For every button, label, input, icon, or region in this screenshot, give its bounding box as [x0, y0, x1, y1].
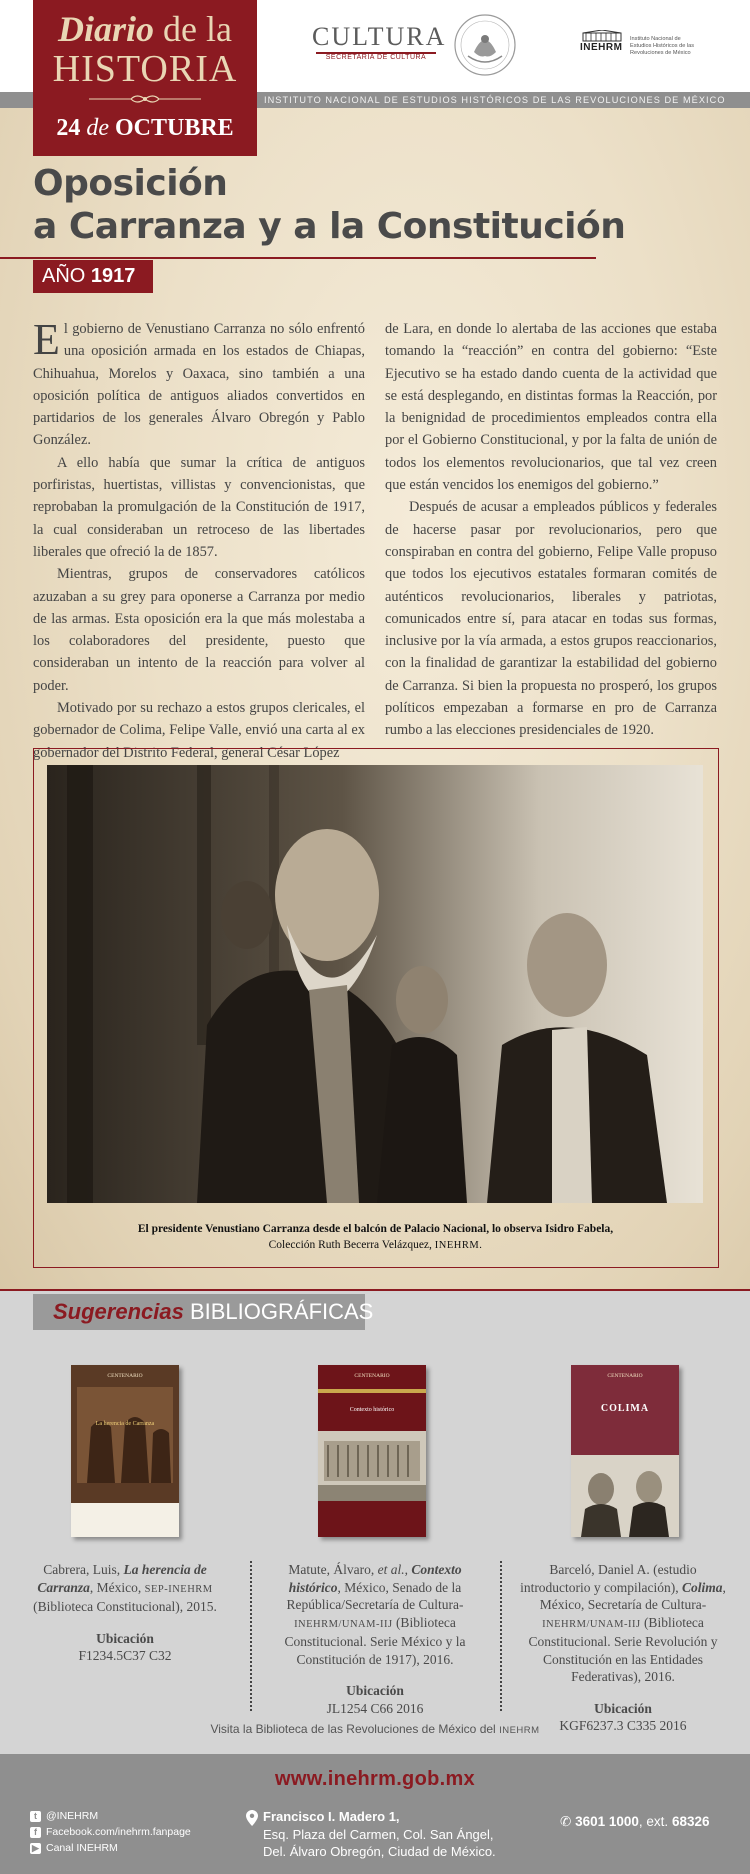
- inehrm-logo[interactable]: [578, 30, 698, 64]
- cultura-subtitle: SECRETARÍA DE CULTURA: [325, 54, 427, 61]
- ornament-flourish: [87, 92, 203, 106]
- call-number: KGF6237.3 C335 2016: [559, 1718, 687, 1733]
- masthead-line1: Diario de la: [58, 9, 232, 49]
- masthead-line2: HISTORIA: [52, 48, 238, 90]
- paragraph-4: Motivado por su rechazo a estos grupos clericales, el gobernador de Colima, Felipe Valle, envió una carta al ex gobernador del Distrito Federal, general César López: [33, 700, 365, 761]
- drop-cap: E: [33, 315, 60, 364]
- cover-title: COLIMA: [600, 1403, 650, 1414]
- twitter-icon: t: [30, 1811, 41, 1822]
- article-column-right: [385, 318, 717, 742]
- inehrm-fullname: Instituto Nacional de Estudios Históricos de las Revoluciones de México: [630, 36, 695, 56]
- cultura-logo[interactable]: [312, 22, 447, 68]
- photo-caption: El presidente Venustiano Carranza desde el balcón de Palacio Nacional, lo observa Isidro Fabela, Colección Ruth Becerra Velázquez, INEHRM.: [137, 1223, 614, 1251]
- call-number: JL1254 C66 2016: [326, 1700, 424, 1716]
- call-number: F1234.5C37 C32: [78, 1648, 172, 1663]
- coat-of-arms-seal: [452, 12, 518, 78]
- paragraph-1: El gobierno de Venustiano Carranza no sólo enfrentó una oposición armada en los estados de Chiapas, Chihuahua, Morelos y Oaxaca, sino también a una oposición política de antiguos aliados convertidos en partidarios de los generales Álvaro Obregón y Pablo González.: [33, 315, 365, 449]
- cover-title: Contexto histórico: [349, 1407, 395, 1413]
- phone-icon: ✆: [560, 1814, 572, 1829]
- facebook-icon: f: [30, 1827, 41, 1838]
- citation-1: Cabrera, Luis, La herencia de Carranza, México, SEP-INEHRM (Biblioteca Constitucional), 2015. Ubicación F1234.5C37 C32: [20, 1561, 230, 1665]
- phone-number[interactable]: ✆ 3601 1000, ext. 68326: [560, 1814, 710, 1829]
- book-cover-3[interactable]: CENTENARIO COLIMA: [571, 1365, 679, 1537]
- cover-title: La herencia de Carranza: [95, 1421, 155, 1427]
- facebook-link[interactable]: f Facebook.com/inehrm.fanpage: [30, 1824, 191, 1840]
- youtube-icon: ▶: [30, 1843, 41, 1854]
- cover-photo-icon: [77, 1387, 173, 1483]
- paragraph-5: de Lara, en donde lo alertaba de las acciones que estaba tomando la “reacción” en contra del gobierno: “Este Ejecutivo se ha estado dando cuenta de la actividad que se está desplegando, en distintas formas la Reacción, por la benignidad de procedimientos empleados contra ella por el Gobierno Constitucional, y por la falta de unión de todos los elementos revolucionarios, que tal vez creen que están vencidos los enemigos del gobierno.”: [385, 321, 717, 494]
- footer: [0, 1754, 750, 1874]
- dotted-divider: [250, 1561, 252, 1711]
- title-rule: [0, 257, 596, 259]
- youtube-link[interactable]: ▶ Canal INEHRM: [30, 1840, 191, 1856]
- bibliography-section: [0, 1291, 750, 1754]
- website-link[interactable]: www.inehrm.gob.mx: [275, 1768, 475, 1790]
- library-note: Visita la Biblioteca de las Revoluciones de México del INEHRM: [210, 1722, 540, 1736]
- bibliography-heading: Sugerencias BIBLIOGRÁFICAS: [33, 1294, 365, 1330]
- dotted-divider: [500, 1561, 502, 1711]
- citation-2: Matute, Álvaro, et al., Contexto histórico, México, Senado de la República/Secretaría de Cultura-INEHRM/UNAM-IIJ (Biblioteca Constitucional. Serie México y la Constitución de 1917), 2016. Ubicación JL1254 C66 2016: [270, 1561, 480, 1717]
- photo-frame: [33, 748, 719, 1268]
- inehrm-wordmark: INEHRM: [580, 42, 623, 53]
- cultura-wordmark: CULTURA: [312, 22, 447, 51]
- paragraph-3: Mientras, grupos de conservadores católicos azuzaban a su grey para oponerse a Carranza por medio de las armas. Esta oposición era la que más molestaba a los colaboradores del presidente, puesto que consideraban un intento de la reacción para volver al poder.: [33, 566, 365, 694]
- book-cover-2[interactable]: CENTENARIO Contexto histórico: [318, 1365, 426, 1537]
- institute-banner: INSTITUTO NACIONAL DE ESTUDIOS HISTÓRICOS DE LAS REVOLUCIONES DE MÉXICO: [264, 95, 726, 105]
- article-title: Oposición a Carranza y a la Constitución: [33, 163, 626, 247]
- social-links: [30, 1808, 191, 1856]
- historic-photo[interactable]: [47, 765, 703, 1203]
- citation-3: Barceló, Daniel A. (estudio introductorio y compilación), Colima, México, Secretaría de Cultura-INEHRM/UNAM-IIJ (Biblioteca Constitucional. Serie Revolución y Constitución en las Entidades Federativas), 2016. Ubicación KGF6237.3 C335 2016: [518, 1561, 728, 1735]
- paragraph-2: A ello había que sumar la crítica de antiguos porfiristas, huertistas, villistas y convencionistas, que reprobaban la promulgación de la Constitución de 1917, la cual consideraban un retroceso de las libertades liberales que ofreció la de 1857.: [33, 454, 365, 560]
- article-column-left: [33, 315, 365, 764]
- masthead: [33, 0, 257, 156]
- address: Francisco I. Madero 1, Esq. Plaza del Carmen, Col. San Ángel, Del. Álvaro Obregón, Ciudad de México.: [263, 1809, 496, 1859]
- building-icon: [582, 30, 622, 42]
- cover-photo-icon: [571, 1455, 679, 1537]
- book-cover-1[interactable]: CENTENARIO La herencia de Carranza: [71, 1365, 179, 1537]
- cover-photo-icon: [318, 1431, 426, 1501]
- paragraph-6: Después de acusar a empleados públicos y federales de hacerse pasar por revolucionarios, pero que conspiraban en contra del gobierno, Felipe Valle propuso que todos los ejecutivos estatales formaran comités de auténticos revolucionarios, liberales y patriotas, comunicados entre sí, para atacar en todas sus formas, inclusive por la vía armada, a estos grupos reaccionarios, con la finalidad de garantizar la estabilidad del gobierno de Carranza. Si bien la propuesta no prosperó, los grupos políticos empezaban a formarse en pro de Carranza rumbo a las elecciones presidenciales de 1920.: [385, 499, 717, 739]
- year-badge: AÑO 1917: [33, 260, 153, 293]
- masthead-date: 24 de OCTUBRE: [56, 115, 234, 141]
- twitter-link[interactable]: t @INEHRM: [30, 1808, 191, 1824]
